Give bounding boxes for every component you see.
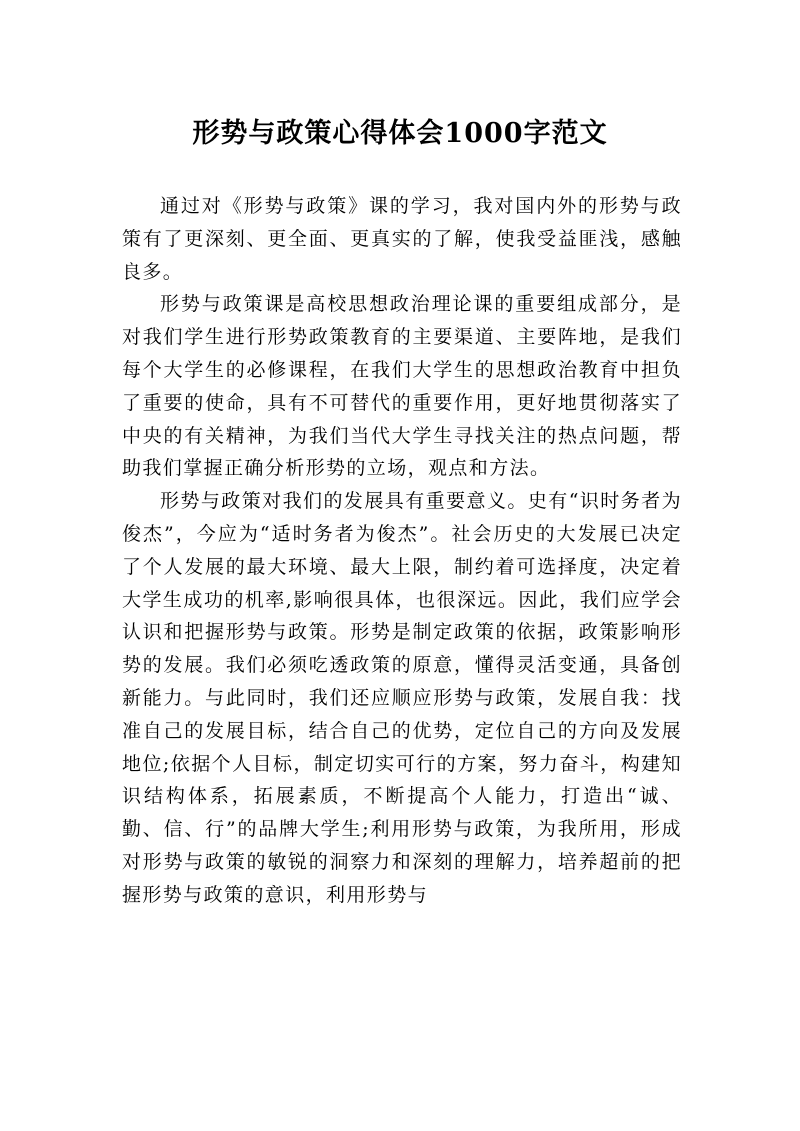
paragraph-3: 形势与政策对我们的发展具有重要意义。史有“识时务者为俊杰”，今应为“适时务者为俊杰”。社会历史的大发展已决定了个人发展的最大环境、最大上限，制约着可选择度，决定着大学生成功的机率,影响很具体，也很深远。因此，我们应学会认识和把握形势与政策。形势是制定政策的依据，政策影响形势的发展。我们必须吃透政策的原意，懂得灵活变通，具备创新能力。与此同时，我们还应顺应形势与政策，发展自我：找准自己的发展目标，结合自己的优势，定位自己的方向及发展地位;依据个人目标，制定切实可行的方案，努力奋斗，构建知识结构体系，拓展素质，不断提高个人能力，打造出“诚、勤、信、行”的品牌大学生;利用形势与政策，为我所用，形成对形势与政策的敏锐的洞察力和深刻的理解力，培养超前的把握形势与政策的意识，利用形势与 — [122, 490, 682, 906]
paragraph-1: 通过对《形势与政策》课的学习，我对国内外的形势与政策有了更深刻、更全面、更真实的了解，使我受益匪浅，感触良多。 — [122, 195, 682, 283]
document-title: 形势与政策心得体会1000字范文 — [192, 118, 608, 150]
document-body — [122, 190, 682, 912]
paragraph-2: 形势与政策课是高校思想政治理论课的重要组成部分，是对我们学生进行形势政策教育的主要渠道、主要阵地，是我们每个大学生的必修课程，在我们大学生的思想政治教育中担负了重要的使命，具有不可替代的重要作用，更好地贯彻落实了中央的有关精神，为我们当代大学生寻找关注的热点问题，帮助我们掌握正确分析形势的立场，观点和方法。 — [122, 293, 682, 480]
